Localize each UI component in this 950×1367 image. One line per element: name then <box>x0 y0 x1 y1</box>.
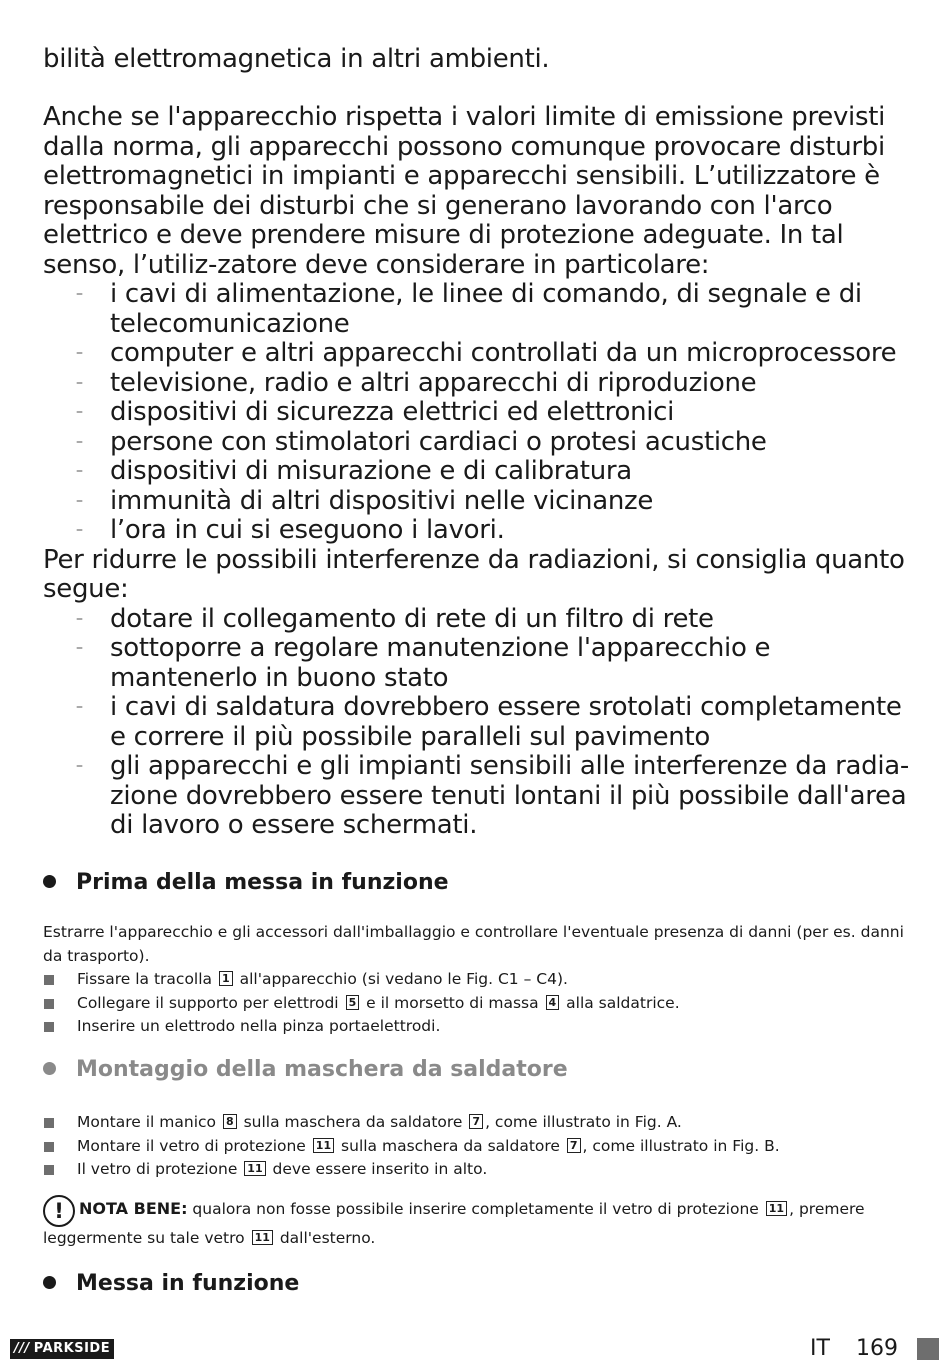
square-bullet-icon <box>44 1165 54 1175</box>
list-item: – sottoporre a regolare manutenzione l'apparecchio e mantenerlo in buono stato <box>76 633 771 693</box>
dash-bullet: – <box>76 492 83 509</box>
before-use-text: Estrarre l'apparecchio e gli accessori dall'imballaggio e controllare l'eventuale presenza di danni (per es. danni da trasporto). <box>43 923 904 965</box>
section-heading-start-up: Messa in funzione <box>43 1271 299 1296</box>
brand-logo: /// PARKSIDE <box>10 1339 114 1359</box>
list-item: – persone con stimolatori cardiaci o protesi acustiche <box>76 426 767 457</box>
section-heading-mask-assembly: Montaggio della maschera da saldatore <box>43 1057 568 1082</box>
part-reference-badge: 1 <box>219 971 233 986</box>
list-item: – i cavi di saldatura dovrebbero essere srotolati completamente e correre il più possibile paralleli sul pavimento <box>76 692 902 752</box>
mask-assembly-section <box>43 1111 923 1182</box>
dash-bullet: – <box>76 404 83 420</box>
list-item: – gli apparecchi e gli impianti sensibili alle interferenze da radia-zione dovrebbero essere tenuti lontani il più possibile dall'area di lavoro o essere schermati. <box>76 751 909 840</box>
part-reference-badge: 5 <box>346 995 360 1010</box>
list-item: – immunità di altri dispositivi nelle vicinanze <box>76 485 654 516</box>
dash-bullet: – <box>76 463 83 479</box>
dash-bullet: – <box>76 286 83 302</box>
square-bullet-icon <box>44 1118 54 1128</box>
list-item: – dispositivi di misurazione e di calibratura <box>76 456 632 486</box>
before-use-section <box>43 921 923 1039</box>
dash-bullet: – <box>76 345 83 361</box>
part-reference-badge: 8 <box>223 1114 237 1129</box>
square-bullet-icon <box>44 999 54 1009</box>
list-item: Montare il manico 8 sulla maschera da saldatore 7 , come illustrato in Fig. A. <box>43 1111 923 1135</box>
list-item: Inserire un elettrodo nella pinza portaelettrodi. <box>43 1015 923 1039</box>
part-reference-badge: 11 <box>313 1138 334 1153</box>
bullet-dot-icon <box>43 1062 56 1075</box>
list-item: Montare il vetro di protezione 11 sulla maschera da saldatore 7 , come illustrato in Fig. B. <box>43 1135 923 1159</box>
list-item: – televisione, radio e altri apparecchi di riproduzione <box>76 367 757 398</box>
list-item: – dispositivi di sicurezza elettrici ed elettronici <box>76 397 675 427</box>
before-use-steps <box>43 968 923 1039</box>
language-code: IT <box>810 1336 830 1361</box>
list-item: – dotare il collegamento di rete di un filtro di rete <box>76 603 714 634</box>
dash-bullet: – <box>76 640 83 656</box>
note-block: ! NOTA BENE: qualora non fosse possibile inserire completamente il vetro di protezione 11 , premere leggermente su tale vetro 11 dall'esterno. <box>43 1195 923 1251</box>
note-label: NOTA BENE: <box>79 1199 188 1218</box>
dash-bullet: – <box>76 610 83 627</box>
interference-advice-list <box>43 605 923 841</box>
dash-bullet: – <box>76 374 83 391</box>
list-item: – l’ora in cui si eseguono i lavori. <box>76 515 505 545</box>
part-reference-badge: 7 <box>469 1114 483 1129</box>
part-reference-badge: 11 <box>766 1201 787 1216</box>
list-item: – computer e altri apparecchi controllati da un microprocessore <box>76 338 897 368</box>
page-number: 169 <box>856 1336 898 1361</box>
dash-bullet: – <box>76 699 83 715</box>
mask-assembly-steps <box>43 1111 923 1182</box>
emc-consider-list <box>43 280 923 546</box>
interference-paragraph: Per ridurre le possibili interferenze da radiazioni, si consiglia quanto segue: <box>43 544 905 604</box>
list-item: – i cavi di alimentazione, le linee di comando, di segnale e di telecomunicazione <box>76 279 862 339</box>
exclamation-warning-icon: ! <box>43 1195 75 1227</box>
part-reference-badge: 11 <box>244 1161 265 1176</box>
bullet-dot-icon <box>43 875 56 888</box>
dash-bullet: – <box>76 758 83 774</box>
list-item: Il vetro di protezione 11 deve essere inserito in alto. <box>43 1158 923 1182</box>
dash-bullet: – <box>76 522 83 538</box>
dash-bullet: – <box>76 433 83 450</box>
list-item: Collegare il supporto per elettrodi 5 e il morsetto di massa 4 alla saldatrice. <box>43 992 923 1016</box>
list-item: Fissare la tracolla 1 all'apparecchio (si vedano le Fig. C1 – C4). <box>43 968 923 992</box>
page-marker-square <box>917 1338 939 1360</box>
square-bullet-icon <box>44 975 54 985</box>
emc-section <box>43 103 923 841</box>
section-heading-before-use: Prima della messa in funzione <box>43 870 449 895</box>
emc-paragraph: Anche se l'apparecchio rispetta i valori limite di emissione previsti dalla norma, gli apparecchi possono comunque provocare disturbi elettromagnetici in impianti e apparecchi sensibili. L’utilizzatore è responsabile dei disturbi che si generano lavorando con l'arco elettrico e deve prendere misure di protezione adeguate. In tal senso, l’utiliz-zatore deve considerare in particolare: <box>43 102 886 280</box>
part-reference-badge: 7 <box>567 1138 581 1153</box>
part-reference-badge: 4 <box>546 995 560 1010</box>
square-bullet-icon <box>44 1142 54 1152</box>
intro-line: bilità elettromagnetica in altri ambienti. <box>43 44 550 74</box>
part-reference-badge: 11 <box>252 1230 273 1245</box>
square-bullet-icon <box>44 1022 54 1032</box>
bullet-dot-icon <box>43 1276 56 1289</box>
